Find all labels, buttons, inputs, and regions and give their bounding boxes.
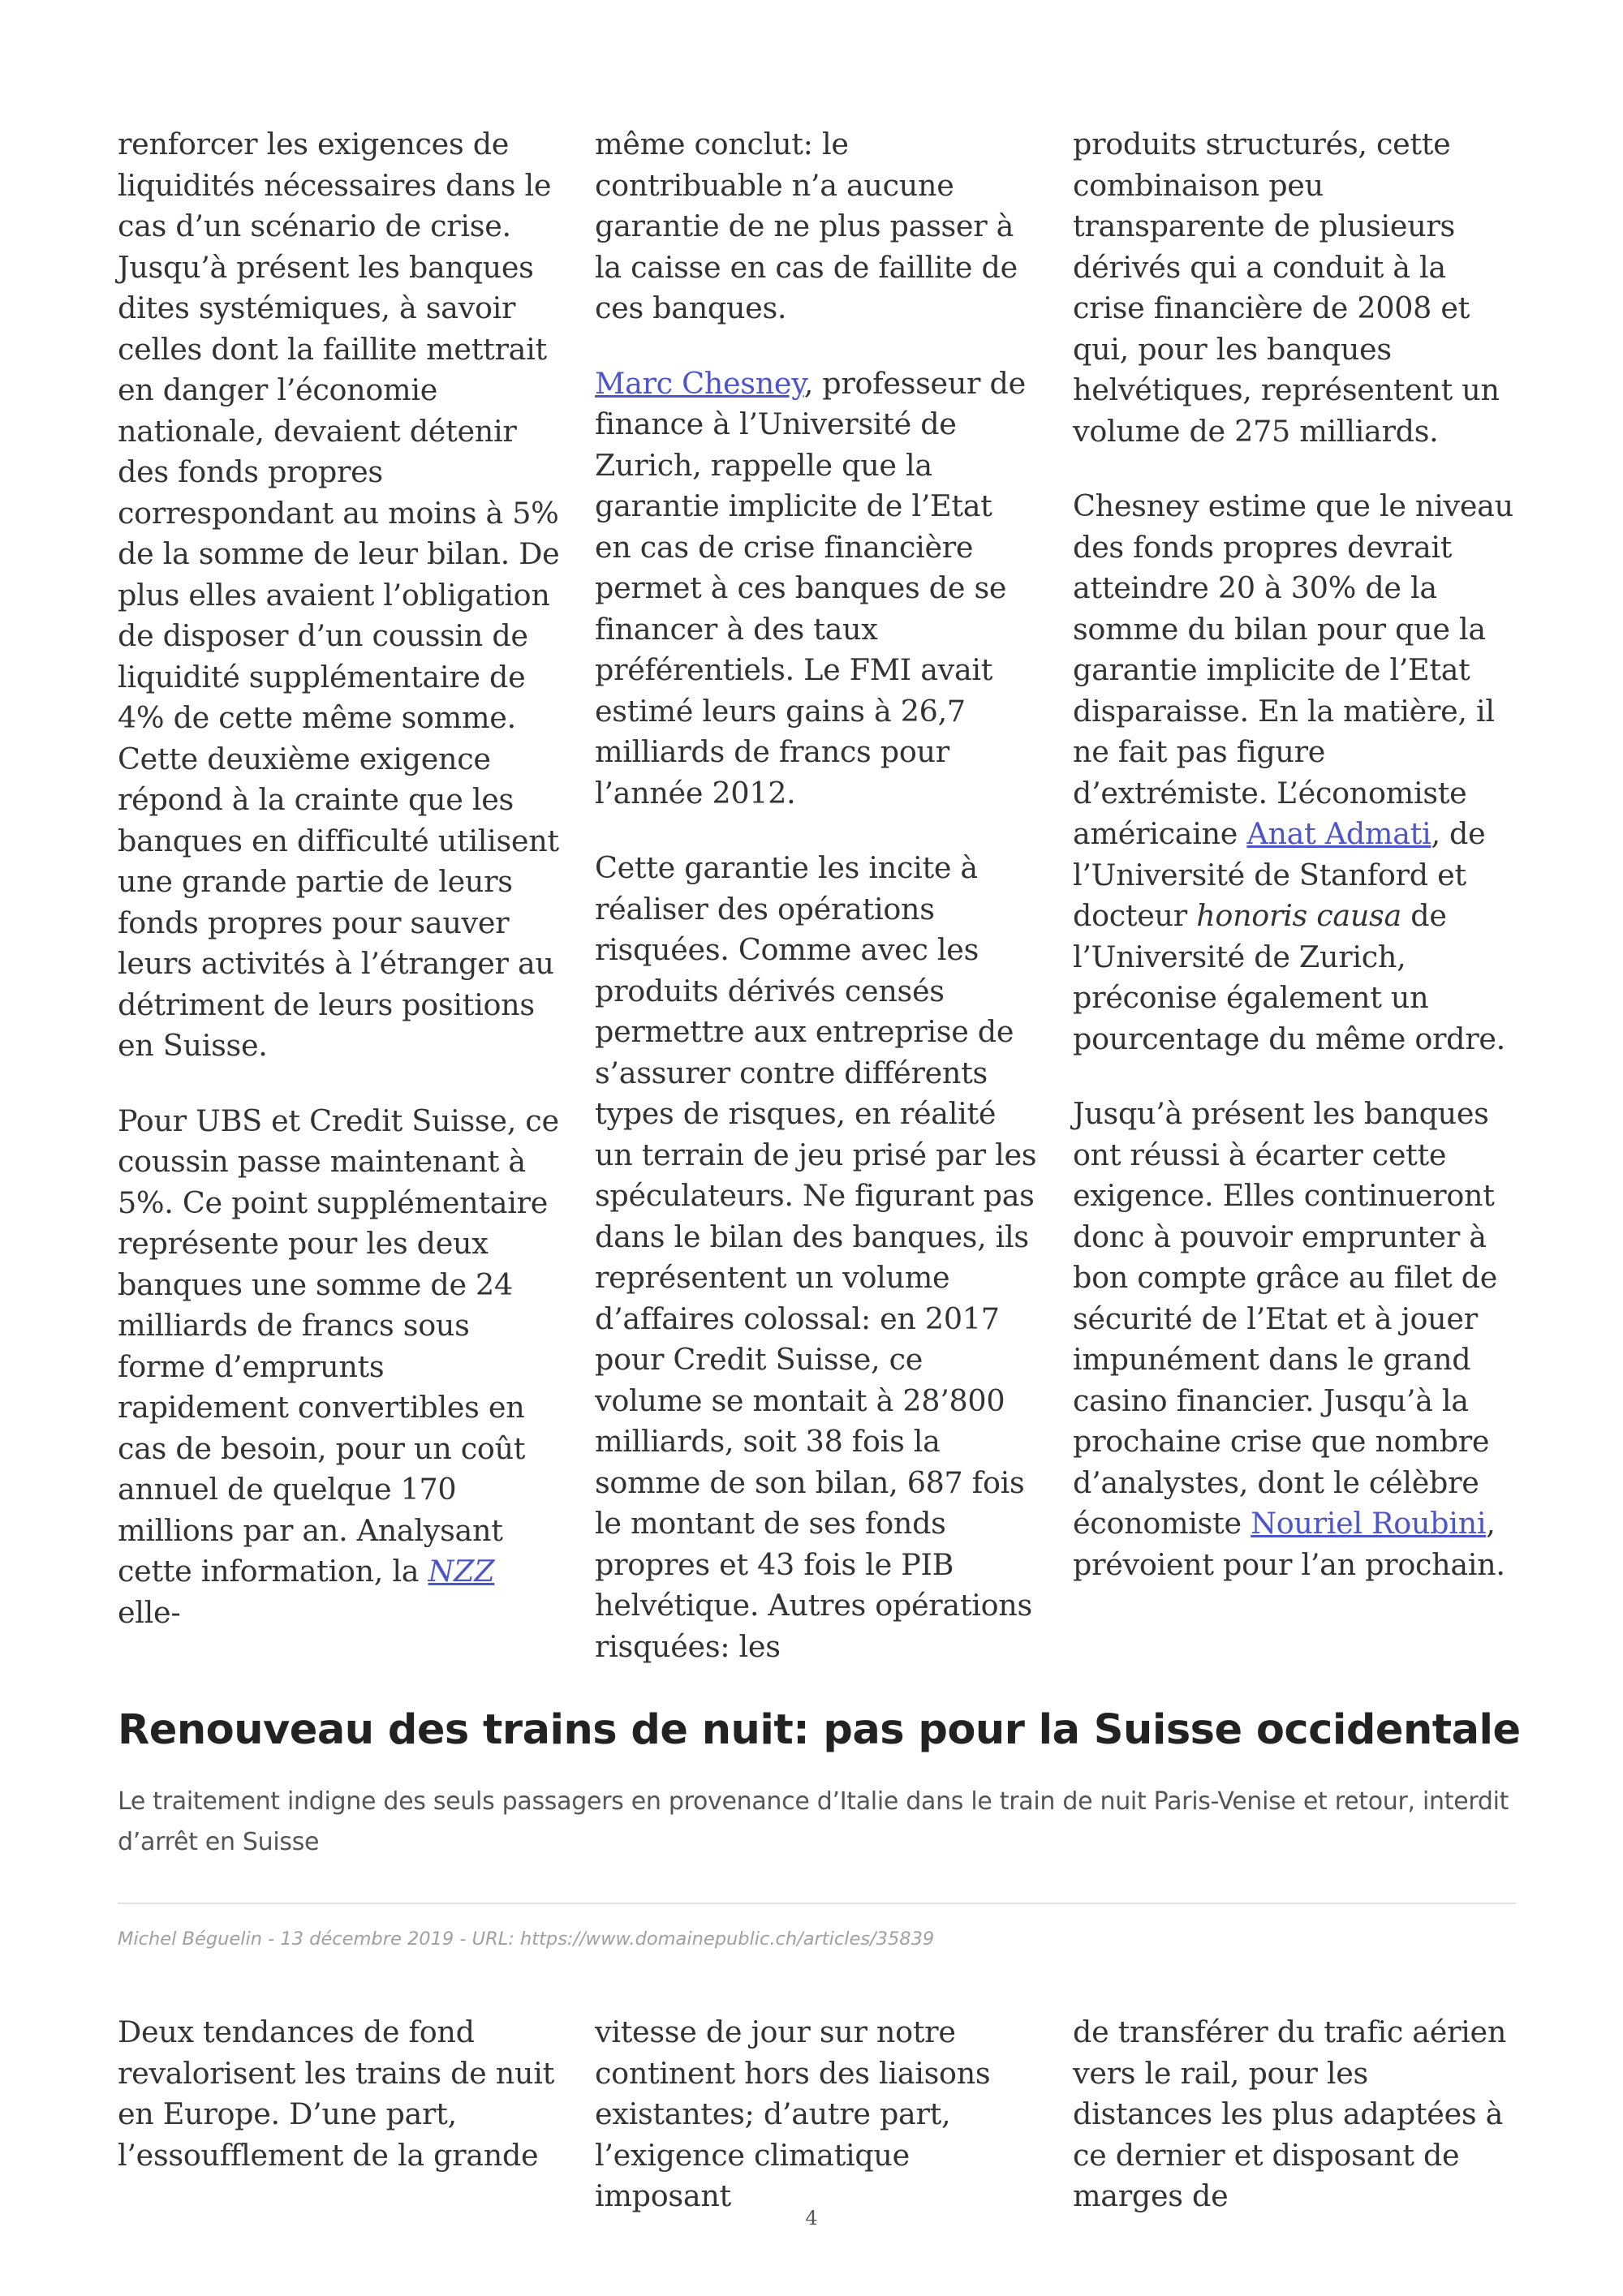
article-subtitle: Le traitement indigne des seuls passagers en provenance d’Italie dans le train de nuit Paris-Venise et retour, interdit d’arrêt en Suisse bbox=[118, 1787, 1509, 1856]
paragraph-text: elle- bbox=[118, 1594, 181, 1630]
paragraph bbox=[1073, 486, 1515, 1060]
nzz-link[interactable]: NZZ bbox=[428, 1554, 495, 1589]
paragraph bbox=[118, 124, 560, 1067]
paragraph-text: Cette garantie les incite à réaliser des opérations risquées. Comme avec les produits dérivés censés permettre aux entreprise de s’assurer contre différents types de risques, en réalité un terrain de jeu prisé par les spéculateurs. Ne figurant pas dans le bilan des banques, ils représentent un volume d’affaires colossal: en 2017 pour Credit Suisse, ce volume se montait à 28’800 milliards, soit 38 fois la somme de son bilan, 687 fois le montant de ses fonds propres et 43 fois le PIB helvétique. Autres opérations risquées: les bbox=[595, 850, 1037, 1664]
paragraph-text: de l’Université de Zurich, préconise également un pourcentage du même ordre. bbox=[1073, 898, 1505, 1056]
article1-column-3 bbox=[1073, 124, 1515, 1585]
paragraph-text: vitesse de jour sur notre continent hors des liaisons existantes; d’autre part, l’exigence climatique imposant bbox=[595, 2014, 991, 2213]
article-title: Renouveau des trains de nuit: pas pour la Suisse occidentale bbox=[118, 1706, 1521, 1754]
paragraph bbox=[1073, 1094, 1515, 1585]
marc-chesney-link[interactable]: Marc Chesney bbox=[595, 365, 804, 401]
paragraph bbox=[118, 2012, 560, 2176]
paragraph bbox=[595, 848, 1037, 1667]
page-number: 4 bbox=[805, 2207, 818, 2229]
article-byline: Michel Béguelin - 13 décembre 2019 - URL: https://www.domainepublic.ch/articles/35839 bbox=[118, 1928, 935, 1950]
article2-column-3 bbox=[1073, 2012, 1515, 2217]
paragraph bbox=[595, 363, 1037, 815]
paragraph-text: même conclut: le contribuable n’a aucune garantie de ne plus passer à la caisse en cas de faillite de ces banques. bbox=[595, 127, 1018, 325]
article2-column-2 bbox=[595, 2012, 1037, 2217]
paragraph-text: de transférer du trafic aérien vers le rail, pour les distances les plus adaptées à ce dernier et disposant de marges de bbox=[1073, 2014, 1507, 2213]
paragraph-text: produits structurés, cette combinaison peu transparente de plusieurs dérivés qui a conduit à la crise financière de 2008 et qui, pour les banques helvétiques, représentent un volume de 275 milliards. bbox=[1073, 127, 1500, 449]
paragraph-text: Pour UBS et Credit Suisse, ce coussin passe maintenant à 5%. Ce point supplémentaire représente pour les deux banques une somme de 24 milliards de francs sous forme d’emprunts rapidement convertibles en cas de besoin, pour un coût annuel de quelque 170 millions par an. Analysant cette information, la bbox=[118, 1103, 559, 1589]
anat-admati-link[interactable]: Anat Admati bbox=[1246, 816, 1431, 851]
article1-column-2 bbox=[595, 124, 1037, 1667]
divider bbox=[118, 1903, 1516, 1904]
nouriel-roubini-link[interactable]: Nouriel Roubini bbox=[1251, 1506, 1487, 1541]
paragraph-text: Chesney estime que le niveau des fonds propres devrait atteindre 20 à 30% de la somme du bilan pour que la garantie implicite de l’Etat disparaisse. En la matière, il ne fait pas figure d’extrémiste. L’économiste américaine bbox=[1073, 488, 1513, 851]
paragraph-text: Jusqu’à présent les banques ont réussi à écarter cette exigence. Elles continueront donc à pouvoir emprunter à bon compte grâce au filet de sécurité de l’Etat et à jouer impunément dans le grand casino financier. Jusqu’à la prochaine crise que nombre d’analystes, dont le célèbre économiste bbox=[1073, 1096, 1498, 1541]
paragraph-text: Deux tendances de fond revalorisent les trains de nuit en Europe. D’une part, l’essoufflement de la grande bbox=[118, 2014, 554, 2173]
italic-text: honoris causa bbox=[1196, 898, 1401, 933]
paragraph-text: renforcer les exigences de liquidités nécessaires dans le cas d’un scénario de crise. Jusqu’à présent les banques dites systémiques, à savoir celles dont la faillite mettrait en danger l’économie nationale, devaient détenir des fonds propres correspondant au moins à 5% de la somme de leur bilan. De plus elles avaient l’obligation de disposer d’un coussin de liquidité supplémentaire de 4% de cette même somme. Cette deuxième exigence répond à la crainte que les banques en difficulté utilisent une grande partie de leurs fonds propres pour sauver leurs activités à l’étranger au détriment de leurs positions en Suisse. bbox=[118, 127, 560, 1063]
article2-column-1 bbox=[118, 2012, 560, 2176]
paragraph-text: , prévoient pour l’an prochain. bbox=[1073, 1506, 1505, 1582]
paragraph-text: , professeur de finance à l’Université de Zurich, rappelle que la garantie implicite de l’Etat en cas de crise financière permet à ces banques de se financer à des taux préférentiels. Le FMI avait estimé leurs gains à 26,7 milliards de francs pour l’année 2012. bbox=[595, 365, 1026, 810]
paragraph-text: , de l’Université de Stanford et docteur bbox=[1073, 816, 1486, 933]
paragraph bbox=[118, 1101, 560, 1634]
paragraph bbox=[1073, 124, 1515, 452]
paragraph bbox=[595, 124, 1037, 329]
article1-column-1 bbox=[118, 124, 560, 1633]
paragraph bbox=[1073, 2012, 1515, 2217]
paragraph bbox=[595, 2012, 1037, 2217]
